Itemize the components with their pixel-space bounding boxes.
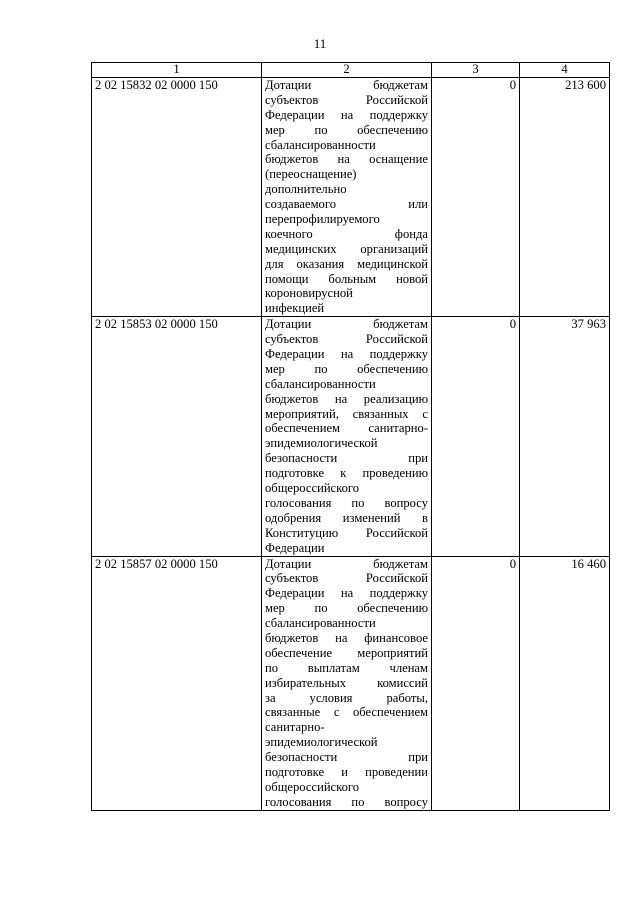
description-line: Дотации бюджетам [265,78,428,92]
header-col-1: 1 [92,63,262,78]
description-cell [262,556,432,810]
description-line: одобрения изменений в [265,510,428,525]
description-line: сбалансированности [265,137,376,152]
value-col-3: 0 [432,317,520,556]
budget-code-cell: 2 02 15857 02 0000 150 [92,556,262,810]
description-cell [262,317,432,556]
description-line: обеспечение мероприятий [265,645,428,660]
description-line: общероссийского [265,481,360,496]
description-line: субъектов Российской [265,571,428,586]
description-line: подготовке к проведению [265,466,428,481]
value-col-4: 213 600 [520,78,610,317]
description-line: эпидемиологической [265,735,378,750]
description-line: Федерации [265,540,325,555]
description-line: голосования по вопросу [265,495,428,510]
description-line: по выплатам членам [265,660,428,675]
budget-table [91,62,610,811]
description-line: обеспечением санитарно- [265,421,428,436]
description-line: Конституцию Российской [265,525,428,540]
description-line: субъектов Российской [265,92,428,107]
table-row [92,556,610,810]
description-line: бюджетов на оснащение [265,152,428,167]
value-col-3: 0 [432,556,520,810]
description-line: мер по обеспечению [265,361,428,376]
description-line: Федерации на поддержку [265,586,428,601]
description-line: коечного фонда [265,226,428,241]
description-line: инфекцией [265,301,325,316]
table-row [92,317,610,556]
description-line: общероссийского [265,779,360,794]
header-col-2: 2 [262,63,432,78]
description-line: (переоснащение) [265,167,357,182]
description-cell [262,78,432,317]
value-col-3: 0 [432,78,520,317]
value-col-4: 16 460 [520,556,610,810]
description-line: перепрофилируемого [265,212,380,227]
description-line: за условия работы, [265,690,428,705]
description-line: бюджетов на финансовое [265,630,428,645]
description-line: бюджетов на реализацию [265,391,428,406]
description-line: Дотации бюджетам [265,556,428,571]
description-line: создаваемого или [265,197,428,212]
description-line: мер по обеспечению [265,601,428,616]
value-col-4: 37 963 [520,317,610,556]
description-line: помощи больным новой [265,271,428,286]
description-line: голосования по вопросу [265,794,428,809]
table-row [92,78,610,317]
description-line: дополнительно [265,182,347,197]
description-line: безопасности при [265,750,428,765]
description-line: эпидемиологической [265,436,378,451]
description-line: медицинских организаций [265,241,428,256]
description-line: Федерации на поддержку [265,107,428,122]
header-col-3: 3 [432,63,520,78]
page-number: 11 [313,36,327,51]
description-line: избирательных комиссий [265,675,428,690]
description-line: для оказания медицинской [265,256,428,271]
budget-code-cell: 2 02 15853 02 0000 150 [92,317,262,556]
description-line: санитарно- [265,720,325,735]
description-line: связанные с обеспечением [265,705,428,720]
description-line: подготовке и проведении [265,764,428,779]
header-row [92,63,610,78]
description-line: сбалансированности [265,376,376,391]
header-col-4: 4 [520,63,610,78]
description-line: короновирусной [265,286,353,301]
budget-code-cell: 2 02 15832 02 0000 150 [92,78,262,317]
description-line: мер по обеспечению [265,122,428,137]
description-line: безопасности при [265,451,428,466]
description-line: Дотации бюджетам [265,317,428,332]
description-line: мероприятий, связанных с [265,406,428,421]
description-line: Федерации на поддержку [265,347,428,362]
description-line: сбалансированности [265,616,376,631]
description-line: субъектов Российской [265,332,428,347]
